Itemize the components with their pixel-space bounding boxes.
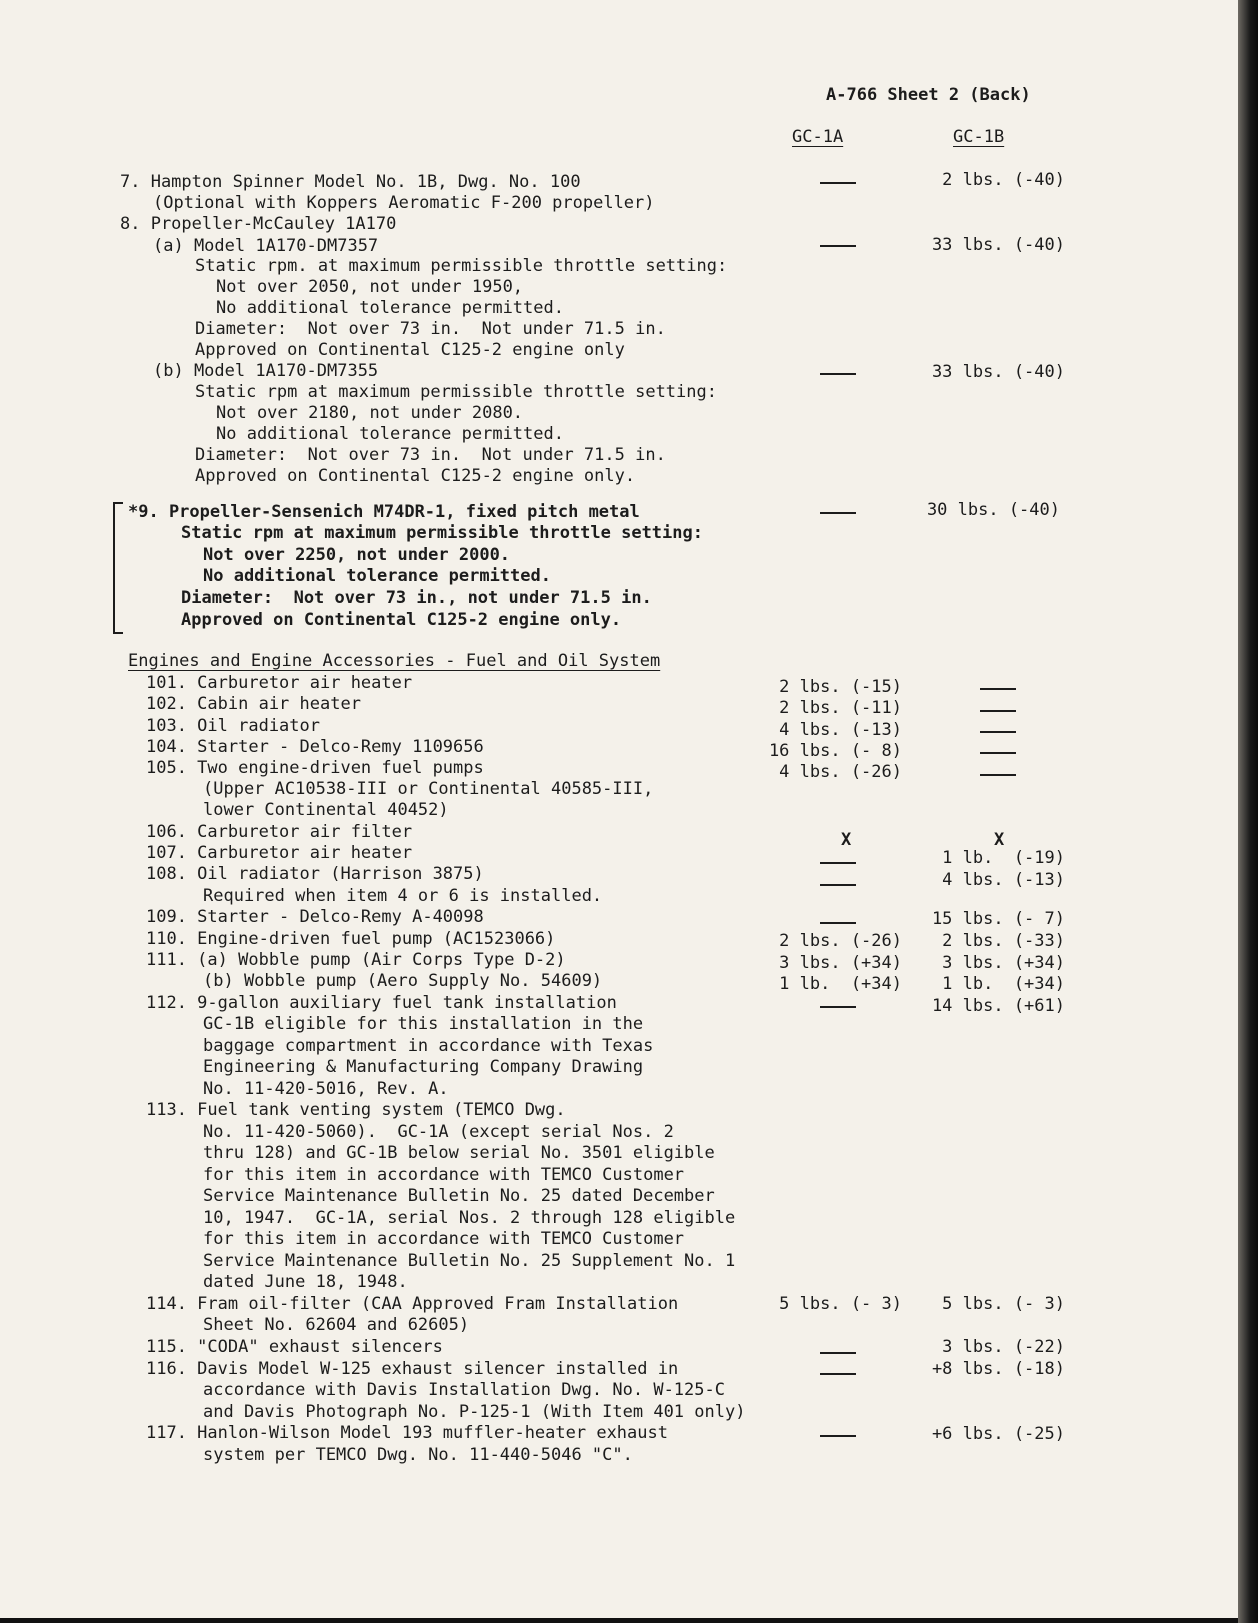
item-8b-line-2: Static rpm at maximum permissible throttle setting: xyxy=(195,382,717,402)
item-8b-gc1b-weight: 33 lbs. (-40) xyxy=(931,362,1065,382)
gc1a-dash xyxy=(820,245,856,247)
item-113-line-9: dated June 18, 1948. xyxy=(203,1272,408,1292)
item-114-line-1: 114. Fram oil-filter (CAA Approved Fram Installation xyxy=(146,1294,679,1314)
item-116-gc1b-weight: +8 lbs. (-18) xyxy=(931,1359,1065,1379)
item-107-gc1b-weight: 1 lb. (-19) xyxy=(942,848,1065,868)
item-103: 103. Oil radiator xyxy=(146,716,320,736)
item-116-line-3: and Davis Photograph No. P-125-1 (With Item 401 only) xyxy=(203,1402,746,1422)
item-113-line-5: Service Maintenance Bulletin No. 25 dated December xyxy=(203,1186,715,1206)
item-116-line-1: 116. Davis Model W-125 exhaust silencer installed in xyxy=(146,1359,679,1379)
item-112-line-4: Engineering & Manufacturing Company Drawing xyxy=(203,1057,644,1077)
gc1b-dash xyxy=(980,731,1016,733)
item-8b-line-3: Not over 2180, not under 2080. xyxy=(216,403,524,423)
item-112-line-2: GC-1B eligible for this installation in the xyxy=(203,1014,644,1034)
item-113-line-1: 113. Fuel tank venting system (TEMCO Dwg. xyxy=(146,1100,566,1120)
item-112-line-3: baggage compartment in accordance with Texas xyxy=(203,1036,654,1056)
item-105-gc1a-weight: 4 lbs. (-26) xyxy=(779,762,902,782)
item-9-line-6: Approved on Continental C125-2 engine only. xyxy=(181,610,622,630)
item-8a-line-6: Approved on Continental C125-2 engine only xyxy=(195,340,625,360)
item-103-gc1a-weight: 4 lbs. (-13) xyxy=(779,720,902,740)
item-8b-line-5: Diameter: Not over 73 in. Not under 71.5 in. xyxy=(195,445,666,465)
item-9-line-3: Not over 2250, not under 2000. xyxy=(203,545,511,565)
item-113-line-7: for this item in accordance with TEMCO Customer xyxy=(203,1229,685,1249)
item-107: 107. Carburetor air heater xyxy=(146,843,413,863)
item-117-line-2: system per TEMCO Dwg. No. 11-440-5046 "C". xyxy=(203,1445,633,1465)
item-8b-line-4: No additional tolerance permitted. xyxy=(216,424,564,444)
gc1a-dash xyxy=(820,922,856,924)
item-8a-line-1: (a) Model 1A170-DM7357 xyxy=(153,236,379,256)
gc1a-dash xyxy=(820,512,856,514)
gc1b-dash xyxy=(980,774,1016,776)
item-114-line-2: Sheet No. 62604 and 62605) xyxy=(203,1315,470,1335)
column-header-gc1b: GC-1B xyxy=(953,127,1005,147)
item-111b-gc1b-weight: 1 lb. (+34) xyxy=(942,974,1065,994)
revision-bracket xyxy=(113,502,123,634)
item-113-line-8: Service Maintenance Bulletin No. 25 Supplement No. 1 xyxy=(203,1251,736,1271)
item-8a-line-3: Not over 2050, not under 1950, xyxy=(216,277,524,297)
item-101-gc1a-weight: 2 lbs. (-15) xyxy=(779,677,902,697)
section-heading: Engines and Engine Accessories - Fuel and Oil System xyxy=(128,651,661,671)
item-112-gc1b-weight: 14 lbs. (+61) xyxy=(931,996,1065,1016)
item-113-line-6: 10, 1947. GC-1A, serial Nos. 2 through 128 eligible xyxy=(203,1208,736,1228)
item-7-line-1: 7. Hampton Spinner Model No. 1B, Dwg. No. 100 xyxy=(120,172,581,192)
item-111b: (b) Wobble pump (Aero Supply No. 54609) xyxy=(203,971,603,991)
item-110-gc1b-weight: 2 lbs. (-33) xyxy=(942,931,1065,951)
item-115: 115. "CODA" exhaust silencers xyxy=(146,1337,443,1357)
item-104-gc1a-weight: 16 lbs. (- 8) xyxy=(768,741,902,761)
item-112-line-1: 112. 9-gallon auxiliary fuel tank installation xyxy=(146,993,617,1013)
item-8a-line-4: No additional tolerance permitted. xyxy=(216,298,564,318)
item-108-gc1b-weight: 4 lbs. (-13) xyxy=(942,870,1065,890)
item-109: 109. Starter - Delco-Remy A-40098 xyxy=(146,907,484,927)
item-7-line-2: (Optional with Koppers Aeromatic F-200 propeller) xyxy=(153,193,655,213)
item-8b-line-6: Approved on Continental C125-2 engine only. xyxy=(195,466,636,486)
item-8a-line-2: Static rpm. at maximum permissible throttle setting: xyxy=(195,256,728,276)
item-105-line-3: lower Continental 40452) xyxy=(203,800,449,820)
item-9-line-1: *9. Propeller-Sensenich M74DR-1, fixed pitch metal xyxy=(128,502,640,522)
item-110: 110. Engine-driven fuel pump (AC1523066) xyxy=(146,929,556,949)
page-binding-edge xyxy=(1238,0,1258,1623)
gc1b-dash xyxy=(980,710,1016,712)
item-114-gc1b-weight: 5 lbs. (- 3) xyxy=(942,1294,1065,1314)
item-8b-line-1: (b) Model 1A170-DM7355 xyxy=(153,361,379,381)
item-109-gc1b-weight: 15 lbs. (- 7) xyxy=(931,909,1065,929)
gc1a-dash xyxy=(820,1373,856,1375)
item-8a-gc1b-weight: 33 lbs. (-40) xyxy=(931,235,1065,255)
gc1a-x-mark: X xyxy=(841,830,852,850)
item-113-line-4: for this item in accordance with TEMCO Customer xyxy=(203,1165,685,1185)
item-113-line-3: thru 128) and GC-1B below serial No. 3501 eligible xyxy=(203,1143,715,1163)
sheet-reference: A-766 Sheet 2 (Back) xyxy=(826,85,1031,105)
item-110-gc1a-weight: 2 lbs. (-26) xyxy=(779,931,902,951)
gc1b-dash xyxy=(980,752,1016,754)
item-117-gc1b-weight: +6 lbs. (-25) xyxy=(931,1424,1065,1444)
gc1a-dash xyxy=(820,182,856,184)
item-9-line-5: Diameter: Not over 73 in., not under 71.5 in. xyxy=(181,588,652,608)
item-105-line-1: 105. Two engine-driven fuel pumps xyxy=(146,758,484,778)
item-111a-gc1b-weight: 3 lbs. (+34) xyxy=(942,953,1065,973)
item-7-gc1b-weight: 2 lbs. (-40) xyxy=(942,170,1065,190)
item-111a: 111. (a) Wobble pump (Air Corps Type D-2) xyxy=(146,950,566,970)
item-117-line-1: 117. Hanlon-Wilson Model 193 muffler-heater exhaust xyxy=(146,1423,668,1443)
item-102: 102. Cabin air heater xyxy=(146,694,361,714)
column-header-gc1a: GC-1A xyxy=(792,127,844,147)
item-9-gc1b-weight: 30 lbs. (-40) xyxy=(926,500,1060,520)
item-108-line-1: 108. Oil radiator (Harrison 3875) xyxy=(146,864,484,884)
gc1b-dash xyxy=(980,688,1016,690)
item-8-title: 8. Propeller-McCauley 1A170 xyxy=(120,214,397,234)
gc1a-dash xyxy=(820,373,856,375)
item-106: 106. Carburetor air filter xyxy=(146,822,413,842)
gc1b-x-mark: X xyxy=(994,830,1005,850)
gc1a-dash xyxy=(820,1006,856,1008)
gc1a-dash xyxy=(820,884,856,886)
item-8a-line-5: Diameter: Not over 73 in. Not under 71.5 in. xyxy=(195,319,666,339)
item-105-line-2: (Upper AC10538-III or Continental 40585-III, xyxy=(203,779,654,799)
item-9-line-2: Static rpm at maximum permissible throttle setting: xyxy=(181,523,703,543)
gc1a-dash xyxy=(820,1435,856,1437)
item-104: 104. Starter - Delco-Remy 1109656 xyxy=(146,737,484,757)
gc1a-dash xyxy=(820,1352,856,1354)
item-108-line-2: Required when item 4 or 6 is installed. xyxy=(203,886,603,906)
item-9-line-4: No additional tolerance permitted. xyxy=(203,566,551,586)
item-114-gc1a-weight: 5 lbs. (- 3) xyxy=(779,1294,902,1314)
item-111b-gc1a-weight: 1 lb. (+34) xyxy=(779,974,902,994)
item-101: 101. Carburetor air heater xyxy=(146,673,413,693)
gc1a-dash xyxy=(820,862,856,864)
item-102-gc1a-weight: 2 lbs. (-11) xyxy=(779,698,902,718)
item-111a-gc1a-weight: 3 lbs. (+34) xyxy=(779,953,902,973)
item-116-line-2: accordance with Davis Installation Dwg. No. W-125-C xyxy=(203,1380,725,1400)
item-113-line-2: No. 11-420-5060). GC-1A (except serial Nos. 2 xyxy=(203,1122,674,1142)
item-112-line-5: No. 11-420-5016, Rev. A. xyxy=(203,1079,449,1099)
item-115-gc1b-weight: 3 lbs. (-22) xyxy=(942,1337,1065,1357)
